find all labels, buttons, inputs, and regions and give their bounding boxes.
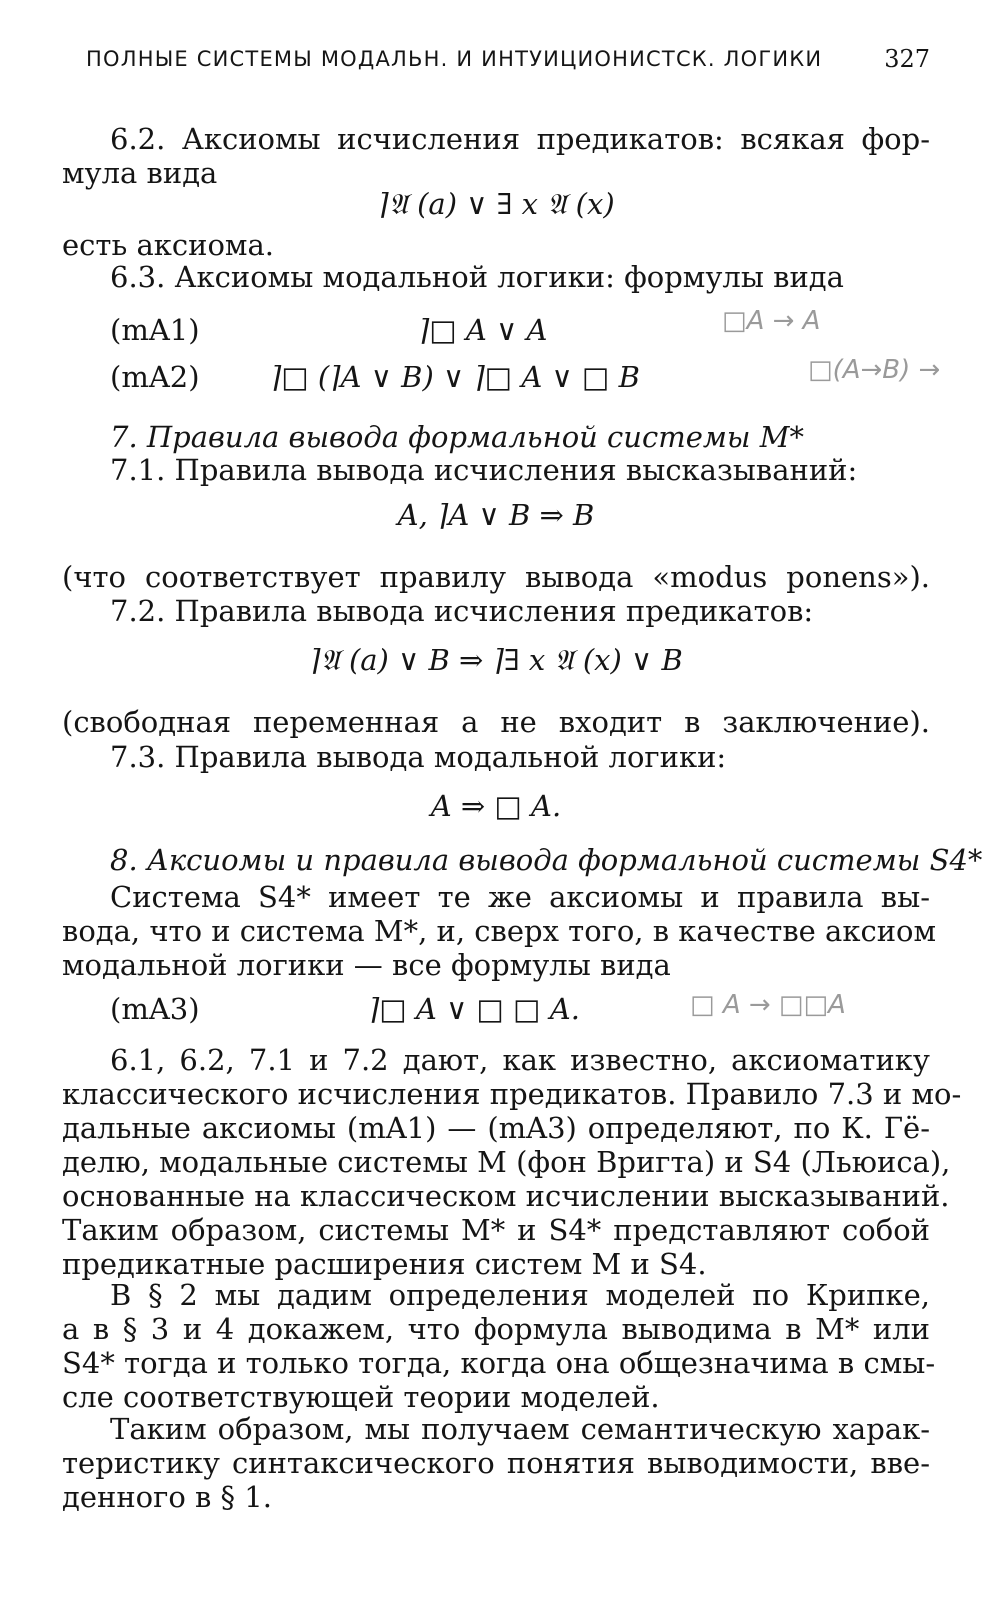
para2-line2: а в § 3 и 4 докажем, что формула выводима в M* или [62,1312,930,1346]
para3-line3: денного в § 1. [62,1480,272,1514]
rule-7-1-note: (что соответствует правилу вывода «modus ponens»). [62,560,930,594]
para2-line4: сле соответствующей теории моделей. [62,1380,660,1414]
formula-6-2 [62,187,930,221]
mA1-formula-text: ⌉□ A ∨ A [418,313,548,347]
header-title: ПОЛНЫЕ СИСТЕМЫ МОДАЛЬН. И ИНТУИЦИОНИСТСК. ЛОГИКИ [86,47,823,71]
s62-line3: есть аксиома. [62,228,274,262]
rule-7-1: 7.1. Правила вывода исчисления высказываний: [110,453,858,487]
s62-line2: мула вида [62,156,218,190]
para3-line2: теристику синтаксического понятия выводимости, вве- [62,1446,930,1480]
s63-line1: 6.3. Аксиомы модальной логики: формулы вида [110,260,844,294]
formula-7-2 [62,643,930,677]
rule-7-2: 7.2. Правила вывода исчисления предикатов: [110,594,814,628]
handwritten-note-3: □ A → □□A [690,990,846,1020]
para1-line1: 6.1, 6.2, 7.1 и 7.2 дают, как известно, аксиоматику [110,1043,930,1077]
para2-line1: В § 2 мы дадим определения моделей по Крипке, [110,1278,930,1312]
s7-heading [110,420,930,454]
page-number: 327 [884,45,930,73]
formula-7-2-text: ⌉𝔄 (a) ∨ B ⇒ ⌉∃ x 𝔄 (x) ∨ B [309,643,683,677]
formula-7-3-text: A ⇒ □ A. [430,789,562,823]
rule-7-2-note: (свободная переменная a не входит в заключение). [62,705,930,739]
s8-line3: модальной логики — все формулы вида [62,948,671,982]
para2-line3: S4* тогда и только тогда, когда она общезначима в смы- [62,1346,936,1380]
formula-7-1-text: A, ⌉A ∨ B ⇒ B [397,498,595,532]
handwritten-note-1: □A → A [722,306,821,336]
para1-line5: основанные на классическом исчислении высказываний. [62,1179,950,1213]
para1-line4: делю, модальные системы M (фон Вригта) и S4 (Льюиса), [62,1145,951,1179]
para3-line1: Таким образом, мы получаем семантическую харак- [110,1412,930,1446]
mA2-formula-text: ⌉□ (⌉A ∨ B) ∨ ⌉□ A ∨ □ B [270,360,640,394]
s62-line1: 6.2. Аксиомы исчисления предикатов: всякая фор- [110,122,930,156]
formula-6-2-text: ⌉𝔄 (a) ∨ ∃ x 𝔄 (x) [377,187,615,221]
mA3-formula-text: ⌉□ A ∨ □ □ A. [368,992,580,1026]
para1-line3: дальные аксиомы (mA1) — (mA3) определяют, по К. Гё- [62,1111,930,1145]
mA3-label: (mA3) [110,992,200,1026]
s8-line1: Система S4* имеет те же аксиомы и правила вы- [110,880,930,914]
para1-line7: предикатные расширения систем M и S4. [62,1247,707,1281]
rule-7-3: 7.3. Правила вывода модальной логики: [110,740,727,774]
formula-7-3 [62,789,930,823]
para1-line2: классического исчисления предикатов. Правило 7.3 и мо- [62,1077,962,1111]
s8-line2: вода, что и система M*, и, сверх того, в качестве аксиом [62,914,937,948]
formula-7-1 [62,498,930,532]
para1-line6: Таким образом, системы M* и S4* представляют собой [62,1213,930,1247]
mA2-label: (mA2) [110,360,200,394]
s7-heading-text: 7. Правила вывода формальной системы M* [110,420,804,454]
mA3-formula [368,992,580,1026]
handwritten-note-2: □(A→B) → [808,355,941,385]
mA1-label: (mA1) [110,313,200,347]
s8-heading [110,843,983,877]
mA1-formula [418,313,547,347]
running-header [86,47,930,71]
s8-heading-text: 8. Аксиомы и правила вывода формальной системы S4* [110,843,983,877]
mA2-formula [270,360,640,394]
